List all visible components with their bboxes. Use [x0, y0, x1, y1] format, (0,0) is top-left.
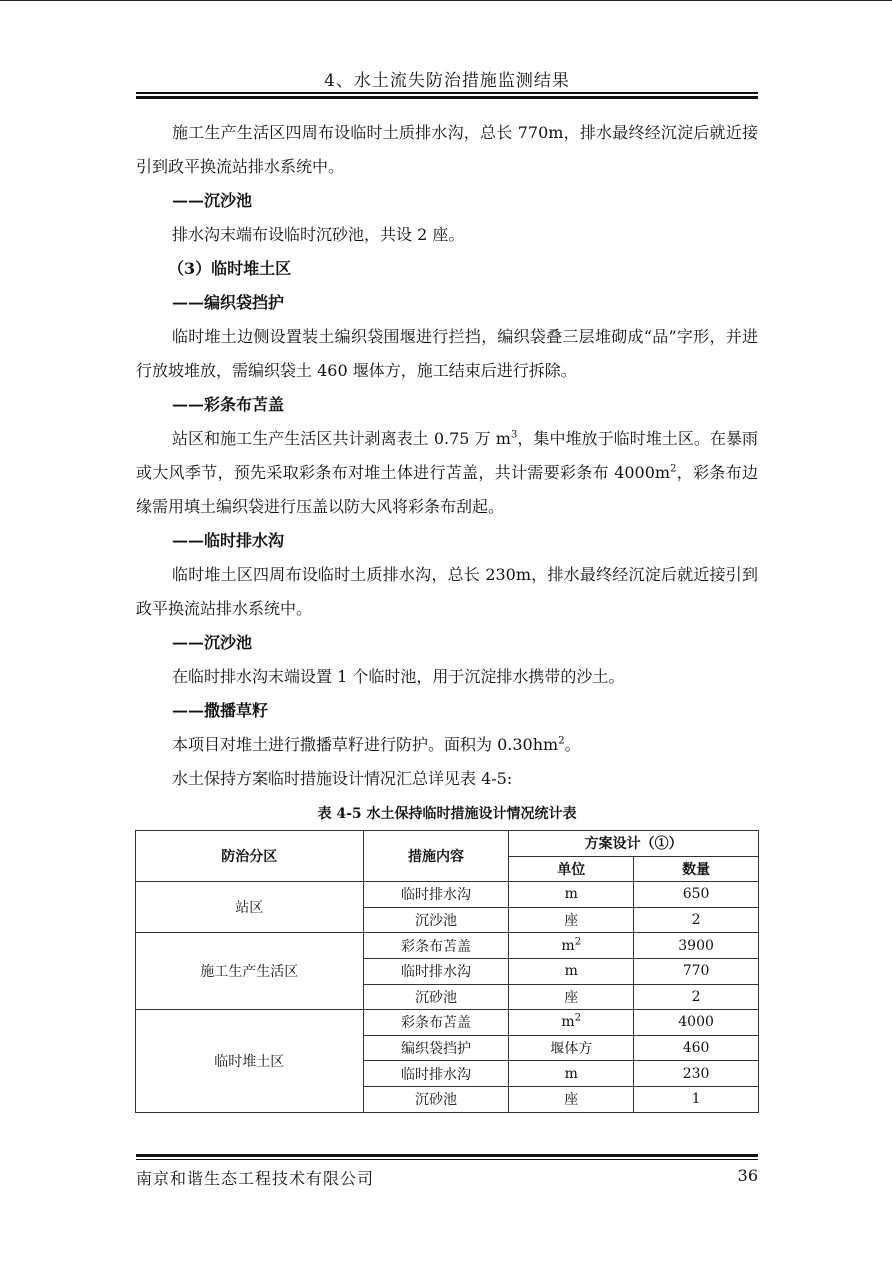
text-run: 。	[564, 735, 581, 754]
text-run: ，集中堆放于临时堆土区。在暴雨或大风季节，预先采取彩条布对堆土体进行苫盖，共计需要彩条布 4000m	[136, 429, 758, 482]
area-cell: 站区	[136, 882, 364, 933]
header-measure: 措施内容	[363, 831, 509, 882]
paragraph: 在临时排水沟末端设置 1 个临时池，用于沉淀排水携带的沙土。	[172, 667, 625, 686]
unit-cell	[509, 1010, 634, 1036]
measure-cell: 编织袋挡护	[363, 1035, 509, 1061]
qty-cell: 770	[634, 958, 759, 984]
unit-cell	[509, 1061, 634, 1087]
unit-text: m	[564, 1065, 578, 1082]
text-run: 站区和施工生产生活区共计剥离表土 0.75 万 m	[172, 429, 511, 448]
section-heading: ——彩条布苫盖	[172, 395, 285, 414]
footer-company: 南京和谐生态工程技术有限公司	[136, 1169, 375, 1188]
superscript: 2	[670, 463, 677, 475]
section-heading: （3）临时堆土区	[168, 259, 292, 278]
section-heading: ——沉沙池	[172, 633, 253, 652]
measure-cell: 临时排水沟	[363, 882, 509, 908]
unit-cell	[509, 882, 634, 908]
paragraph	[136, 422, 758, 524]
paragraph: 施工生产生活区四周布设临时土质排水沟，总长 770m，排水最终经沉淀后就近接引到政平换流站排水系统中。	[136, 123, 758, 176]
paragraph: 排水沟末端布设临时沉砂池，共设 2 座。	[172, 225, 465, 244]
paragraph: 临时堆土边侧设置装土编织袋围堰进行拦挡，编织袋叠三层堆砌成“品”字形，并进行放坡堆放，需编织袋土 460 堰体方，施工结束后进行拆除。	[136, 327, 758, 380]
unit-text: m	[564, 886, 578, 903]
qty-cell: 3900	[634, 933, 759, 959]
table-row	[136, 882, 759, 908]
body-text	[136, 116, 758, 796]
section-heading: ——撒播草籽	[172, 701, 269, 720]
page-top-border	[0, 0, 892, 1]
unit-cell	[509, 907, 634, 933]
table-body	[136, 882, 759, 1112]
qty-cell: 230	[634, 1061, 759, 1087]
header-rule-thick	[136, 96, 758, 99]
table-row	[136, 1010, 759, 1036]
unit-cell	[509, 1086, 634, 1112]
qty-cell: 2	[634, 984, 759, 1010]
header-rule-thin	[136, 92, 758, 94]
unit-cell	[509, 933, 634, 959]
unit-text: m	[561, 1014, 575, 1031]
superscript: 3	[510, 429, 518, 441]
qty-cell: 460	[634, 1035, 759, 1061]
unit-text: 座	[564, 913, 579, 930]
header-area: 防治分区	[136, 831, 364, 882]
qty-cell: 2	[634, 907, 759, 933]
unit-cell	[509, 958, 634, 984]
footer-rule-thin	[136, 1159, 758, 1160]
header-unit: 单位	[509, 856, 634, 882]
section-heading: ——编织袋挡护	[172, 293, 285, 312]
section-heading: ——临时排水沟	[172, 531, 285, 550]
unit-cell	[509, 984, 634, 1010]
paragraph: 临时堆土区四周布设临时土质排水沟，总长 230m，排水最终经沉淀后就近接引到政平换流站排水系统中。	[136, 565, 758, 618]
table-row	[136, 933, 759, 959]
unit-cell	[509, 1035, 634, 1061]
unit-superscript: 2	[574, 936, 582, 948]
text-run: 本项目对堆土进行撒播草籽进行防护。面积为 0.30hm	[172, 735, 559, 754]
unit-text: 堰体方	[550, 1041, 593, 1058]
measures-table	[135, 830, 759, 1113]
unit-text: m	[561, 937, 575, 954]
measure-cell: 沉砂池	[363, 1086, 509, 1112]
page-number: 36	[737, 1166, 758, 1185]
text-run: ，彩条布边缘需用填土编织袋进行压盖以防大风将彩条布刮起。	[136, 463, 758, 516]
qty-cell: 4000	[634, 1010, 759, 1036]
footer-rule-thick	[136, 1154, 758, 1157]
measure-cell: 临时排水沟	[363, 958, 509, 984]
superscript: 2	[558, 735, 565, 747]
area-cell: 临时堆土区	[136, 1010, 364, 1112]
paragraph: 水土保持方案临时措施设计情况汇总详见表 4-5:	[172, 769, 513, 788]
running-header-title: 4、水土流失防治措施监测结果	[324, 71, 570, 91]
header-design: 方案设计（①）	[509, 831, 759, 857]
area-cell: 施工生产生活区	[136, 933, 364, 1010]
section-heading: ——沉沙池	[172, 191, 253, 210]
table-header-row	[136, 831, 759, 857]
header-qty: 数量	[634, 856, 759, 882]
measure-cell: 彩条布苫盖	[363, 933, 509, 959]
measure-cell: 临时排水沟	[363, 1061, 509, 1087]
qty-cell: 650	[634, 882, 759, 908]
unit-text: m	[564, 963, 578, 980]
table-caption: 表 4-5 水土保持临时措施设计情况统计表	[317, 806, 577, 822]
unit-text: 座	[564, 1092, 579, 1109]
unit-text: 座	[564, 989, 579, 1006]
measure-cell: 彩条布苫盖	[363, 1010, 509, 1036]
paragraph	[136, 728, 758, 762]
measure-cell: 沉沙池	[363, 907, 509, 933]
measure-cell: 沉砂池	[363, 984, 509, 1010]
qty-cell: 1	[634, 1086, 759, 1112]
unit-superscript: 2	[574, 1012, 582, 1024]
